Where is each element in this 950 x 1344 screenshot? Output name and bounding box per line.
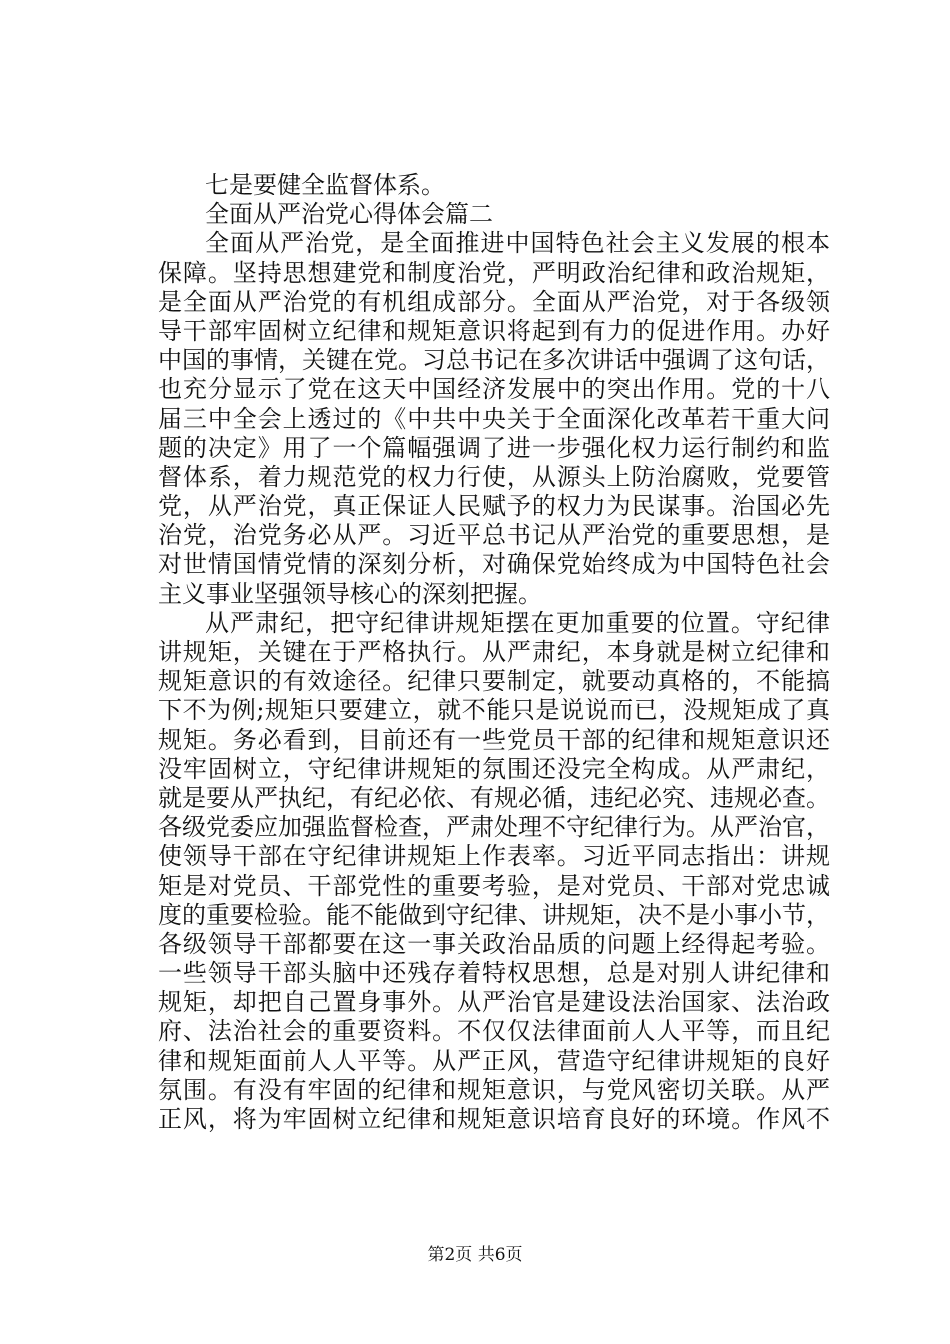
text-line: 党，从严治党，真正保证人民赋予的权力为民谋事。治国必先 — [158, 492, 830, 521]
text-line: 使领导干部在守纪律讲规矩上作表率。习近平同志指出：讲规 — [158, 842, 830, 871]
text-line: 度的重要检验。能不能做到守纪律、讲规矩，决不是小事小节， — [158, 900, 830, 929]
text-line: 规矩，却把自己置身事外。从严治官是建设法治国家、法治政 — [158, 988, 830, 1017]
text-line: 规矩。务必看到，目前还有一些党员干部的纪律和规矩意识还 — [158, 725, 830, 754]
text-line: 全面从严治党，是全面推进中国特色社会主义发展的根本 — [205, 229, 830, 258]
text-line: 从严肃纪，把守纪律讲规矩摆在更加重要的位置。守纪律 — [205, 608, 830, 637]
text-line: 各级领导干部都要在这一事关政治品质的问题上经得起考验。 — [158, 929, 830, 958]
text-line: 各级党委应加强监督检查，严肃处理不守纪律行为。从严治官， — [158, 813, 830, 842]
text-line: 治党，治党务必从严。习近平总书记从严治党的重要思想，是 — [158, 521, 830, 550]
text-line: 氛围。有没有牢固的纪律和规矩意识，与党风密切关联。从严 — [158, 1075, 830, 1104]
text-line: 也充分显示了党在这天中国经济发展中的突出作用。党的十八 — [158, 375, 830, 404]
text-line: 没牢固树立，守纪律讲规矩的氛围还没完全构成。从严肃纪， — [158, 754, 830, 783]
text-line: 全面从严治党心得体会篇二 — [205, 200, 493, 229]
text-line: 就是要从严执纪，有纪必依、有规必循，违纪必究、违规必查。 — [158, 783, 830, 812]
document-body — [158, 171, 830, 1134]
text-line: 督体系，着力规范党的权力行使，从源头上防治腐败，党要管 — [158, 462, 830, 491]
page-footer: 第2页 共6页 — [427, 1245, 523, 1265]
text-line: 府、法治社会的重要资料。不仅仅法律面前人人平等，而且纪 — [158, 1017, 830, 1046]
text-line: 一些领导干部头脑中还残存着特权思想，总是对别人讲纪律和 — [158, 959, 830, 988]
text-line: 导干部牢固树立纪律和规矩意识将起到有力的促进作用。办好 — [158, 316, 830, 345]
text-line: 保障。坚持思想建党和制度治党，严明政治纪律和政治规矩， — [158, 258, 830, 287]
text-line: 正风，将为牢固树立纪律和规矩意识培育良好的环境。作风不 — [158, 1105, 830, 1133]
text-line: 讲规矩，关键在于严格执行。从严肃纪，本身就是树立纪律和 — [158, 638, 830, 666]
text-line: 矩是对党员、干部党性的重要考验，是对党员、干部对党忠诚 — [158, 871, 830, 900]
text-line: 对世情国情党情的深刻分析，对确保党始终成为中国特色社会 — [158, 550, 830, 579]
text-line: 主义事业坚强领导核心的深刻把握。 — [158, 579, 542, 608]
text-line: 中国的事情，关键在党。习总书记在多次讲话中强调了这句话， — [158, 346, 830, 375]
text-line: 律和规矩面前人人平等。从严正风，营造守纪律讲规矩的良好 — [158, 1046, 830, 1075]
text-line: 是全面从严治党的有机组成部分。全面从严治党，对于各级领 — [158, 287, 830, 316]
text-line: 届三中全会上透过的《中共中央关于全面深化改革若干重大问 — [158, 404, 830, 433]
text-line: 规矩意识的有效途径。纪律只要制定，就要动真格的，不能搞 — [158, 667, 830, 696]
text-line: 下不为例;规矩只要建立，就不能只是说说而已，没规矩成了真 — [158, 696, 830, 725]
text-line: 七是要健全监督体系。 — [205, 171, 445, 199]
text-line: 题的决定》用了一个篇幅强调了进一步强化权力运行制约和监 — [158, 433, 830, 462]
